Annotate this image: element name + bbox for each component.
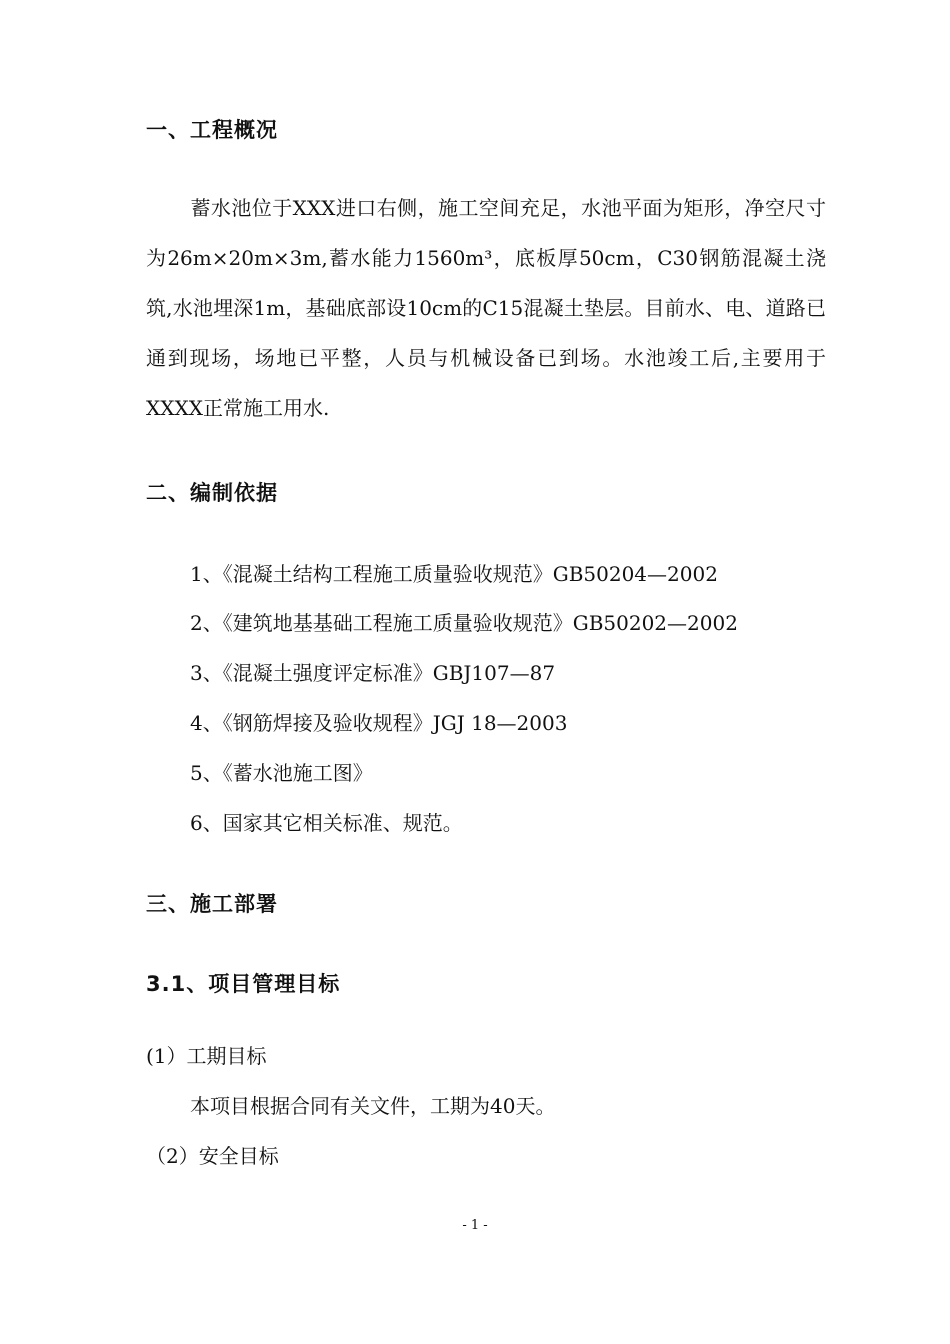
- reference-item-1: 1、《混凝土结构工程施工质量验收规范》GB50204—2002: [190, 562, 718, 586]
- page-number: - 1 -: [462, 1218, 488, 1233]
- reference-item-2: 2、《建筑地基基础工程施工质量验收规范》GB50202—2002: [190, 611, 738, 635]
- reference-item-6: 6、国家其它相关标准、规范。: [190, 811, 463, 835]
- reference-item-4: 4、《钢筋焊接及验收规程》JGJ 18—2003: [190, 711, 568, 735]
- section-3-heading: 三、施工部署: [146, 892, 278, 916]
- section-1-heading: 一、工程概况: [146, 118, 278, 142]
- section-1-paragraph: [146, 183, 826, 433]
- section-2-heading: 二、编制依据: [146, 481, 278, 505]
- reference-item-3: 3、《混凝土强度评定标准》GBJ107—87: [190, 661, 556, 685]
- goal-1-title: (1）工期目标: [146, 1044, 267, 1068]
- subsection-3-1-heading: 3.1、项目管理目标: [146, 972, 341, 996]
- reference-item-5: 5、《蓄水池施工图》: [190, 761, 373, 785]
- section-1-paragraph-text: 蓄水池位于XXX进口右侧，施工空间充足，水池平面为矩形，净空尺寸为26m×20m×3m,蓄水能力1560m³，底板厚50cm，C30钢筋混凝土浇筑,水池埋深1m，基础底部设10cm的C15混凝土垫层。目前水、电、道路已通到现场，场地已平整，人员与机械设备已到场。水池竣工后,主要用于XXXX正常施工用水.: [146, 196, 826, 420]
- goal-1-text: 本项目根据合同有关文件，工期为40天。: [190, 1094, 556, 1118]
- goal-2-title: （2）安全目标: [146, 1144, 279, 1168]
